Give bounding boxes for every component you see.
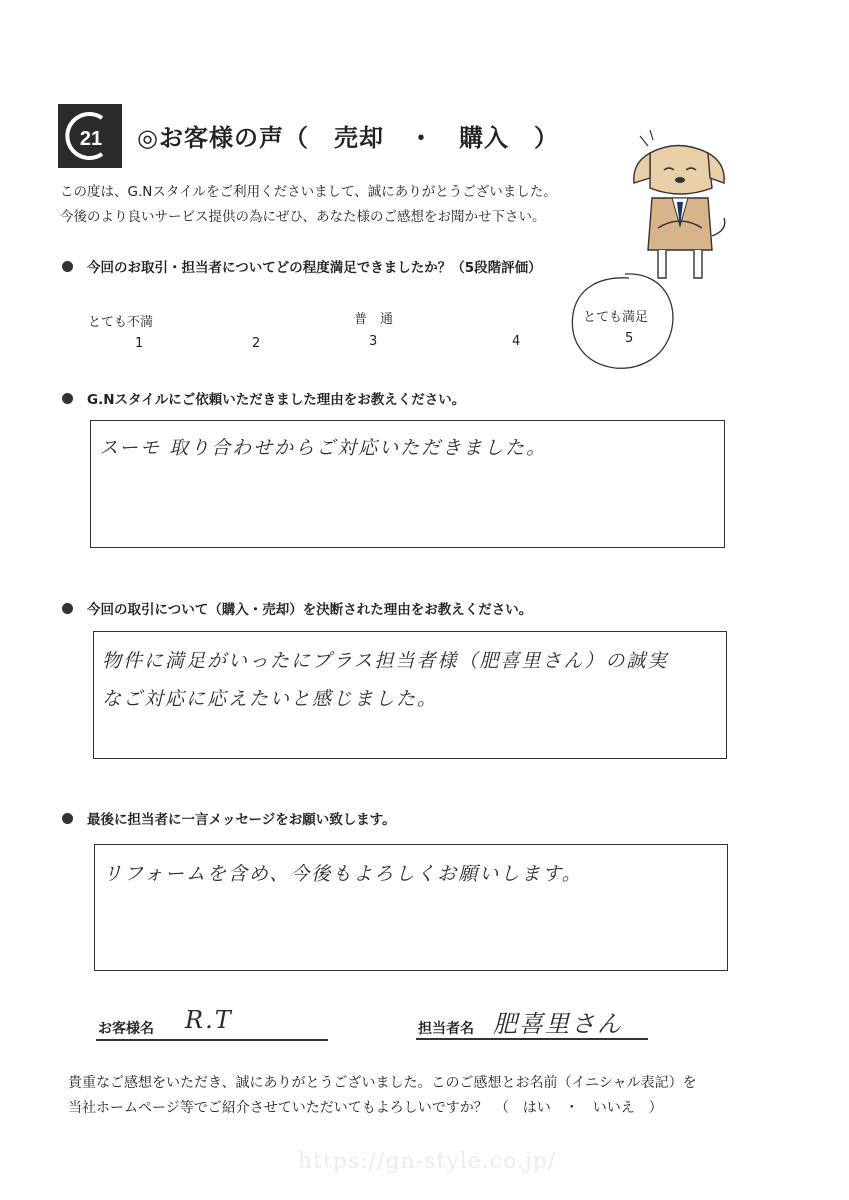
answer-3-line-2: なご対応に応えたいと感じました。 bbox=[102, 688, 439, 710]
century21-logo bbox=[58, 104, 122, 168]
question-4-text: 最後に担当者に一言メッセージをお願い致します。 bbox=[87, 812, 396, 828]
answer-2-text: スーモ 取り合わせからご対応いただきました。 bbox=[99, 437, 548, 459]
rating-high-label: とても満足 bbox=[583, 310, 649, 325]
page-title: ◎お客様の声（ 売却 ・ 購入 ） bbox=[137, 124, 559, 152]
question-2-text: G.Nスタイルにご依頼いただきました理由をお教えください。 bbox=[87, 392, 466, 408]
customer-name-underline bbox=[96, 1039, 328, 1041]
bullet-icon bbox=[62, 261, 73, 272]
website-watermark: https://gn-style.co.jp/ bbox=[298, 1149, 557, 1174]
rating-option-4[interactable]: 4 bbox=[512, 334, 521, 349]
rating-option-5[interactable]: 5 bbox=[625, 331, 634, 346]
customer-name-value: R.T bbox=[185, 1006, 233, 1034]
logo-text: 21 bbox=[79, 128, 103, 150]
intro-line-2: 今後のより良いサービス提供の為にぜひ、あなた様のご感想をお聞かせ下さい。 bbox=[60, 209, 546, 225]
staff-name-value: 肥喜里さん bbox=[493, 1010, 623, 1038]
bullet-icon bbox=[62, 603, 73, 614]
rating-mid-label: 普 通 bbox=[354, 312, 394, 327]
staff-name-label: 担当者名 bbox=[418, 1021, 474, 1037]
intro-line-1: この度は、G.Nスタイルをご利用くださいまして、誠にありがとうございました。 bbox=[60, 184, 557, 200]
question-3 bbox=[62, 598, 532, 618]
rating-low-label: とても不満 bbox=[88, 315, 154, 330]
answer-2-box[interactable] bbox=[90, 420, 725, 548]
question-1-text: 今回のお取引・担当者についてどの程度満足できましたか？（5段階評価） bbox=[87, 260, 542, 276]
answer-4-text: リフォームを含め、今後もよろしくお願いします。 bbox=[103, 863, 583, 885]
rating-option-2[interactable]: 2 bbox=[252, 336, 261, 351]
question-3-text: 今回の取引について（購入・売却）を決断された理由をお教えください。 bbox=[87, 602, 533, 618]
rating-selection-circle bbox=[567, 272, 677, 372]
customer-name-label: お客様名 bbox=[98, 1021, 154, 1037]
answer-3-box[interactable] bbox=[93, 631, 727, 759]
staff-name-underline bbox=[416, 1038, 648, 1040]
question-1 bbox=[62, 256, 542, 276]
bullet-icon bbox=[62, 393, 73, 404]
bullet-icon bbox=[62, 813, 73, 824]
dog-mascot-illustration bbox=[620, 118, 735, 288]
answer-4-box[interactable] bbox=[94, 844, 728, 971]
question-4 bbox=[62, 808, 396, 828]
footer-line-2: 当社ホームページ等でご紹介させていただいてもよろしいですか？ （ はい ・ いいえ ） bbox=[68, 1100, 663, 1116]
rating-option-1[interactable]: 1 bbox=[135, 336, 144, 351]
answer-3-line-1: 物件に満足がいったにプラス担当者様（肥喜里さん）の誠実 bbox=[102, 650, 669, 672]
rating-option-3[interactable]: 3 bbox=[369, 334, 378, 349]
footer-line-1: 貴重なご感想をいただき、誠にありがとうございました。このご感想とお名前（イニシャル表記）を bbox=[68, 1075, 697, 1091]
question-2 bbox=[62, 388, 465, 408]
